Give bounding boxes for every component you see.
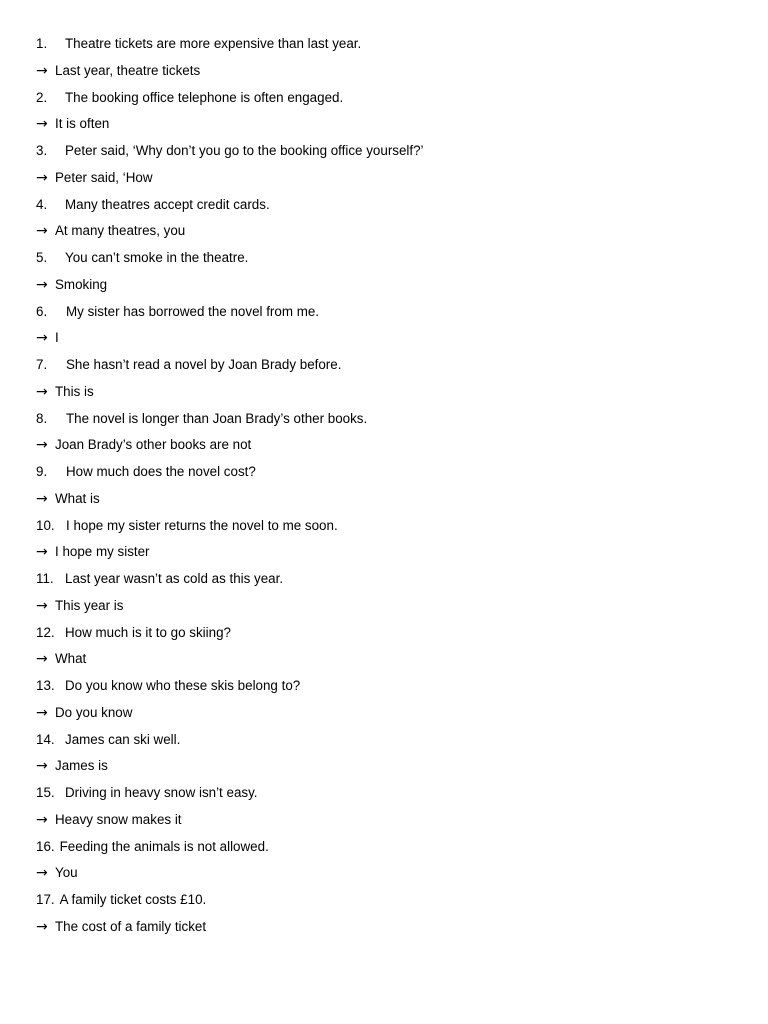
question-line — [36, 513, 736, 540]
question-sentence: Do you know who these skis belong to? — [65, 678, 301, 693]
question-number: 5. — [36, 250, 48, 265]
question-sentence: She hasn’t read a novel by Joan Brady before. — [66, 357, 342, 372]
question-line — [36, 887, 736, 914]
question-number: 7. — [36, 357, 48, 372]
answer-prompt: What — [55, 651, 87, 667]
arrow-right-icon: → — [36, 276, 48, 293]
question-number: 10. — [36, 517, 55, 533]
answer-prompt: Smoking — [55, 276, 108, 292]
question-number: 8. — [36, 410, 48, 426]
arrow-right-icon: → — [36, 223, 48, 240]
answer-prompt: Peter said, ‘How — [55, 169, 153, 185]
question-number: 14. — [36, 731, 55, 747]
answer-line — [36, 165, 736, 192]
answer-line — [36, 539, 736, 566]
question-line — [36, 673, 736, 700]
question-number: 2. — [36, 89, 48, 105]
answer-prompt: Heavy snow makes it — [55, 811, 182, 827]
question-sentence: I hope my sister returns the novel to me soon. — [66, 517, 338, 533]
question-line — [36, 566, 736, 593]
arrow-right-icon: → — [36, 437, 48, 454]
answer-prompt: This year is — [55, 597, 124, 613]
question-sentence: Feeding the animals is not allowed. — [59, 838, 269, 854]
arrow-right-icon: → — [36, 597, 48, 614]
question-number: 1. — [36, 36, 48, 51]
answer-prompt: The cost of a family ticket — [55, 918, 207, 934]
arrow-right-icon: → — [36, 116, 48, 133]
question-line — [36, 352, 736, 379]
answer-prompt: This is — [55, 383, 94, 399]
question-number: 4. — [36, 196, 48, 212]
arrow-right-icon: → — [36, 330, 48, 347]
answer-prompt: I — [55, 330, 59, 346]
arrow-right-icon: → — [36, 811, 48, 828]
arrow-right-icon: → — [36, 704, 48, 721]
question-sentence: My sister has borrowed the novel from me. — [66, 303, 320, 319]
answer-line — [36, 272, 736, 299]
question-number: 3. — [36, 143, 48, 158]
question-line — [36, 31, 736, 58]
question-line — [36, 727, 736, 754]
answer-prompt: It is often — [55, 116, 110, 132]
question-sentence: A family ticket costs £10. — [59, 892, 207, 907]
answer-line — [36, 914, 736, 941]
arrow-right-icon: → — [36, 490, 48, 507]
answer-line — [36, 646, 736, 673]
answer-line — [36, 325, 736, 352]
question-line — [36, 138, 736, 165]
question-sentence: Peter said, ‘Why don’t you go to the booking office yourself?’ — [65, 143, 424, 158]
arrow-right-icon: → — [36, 651, 48, 668]
question-line — [36, 245, 736, 272]
answer-line — [36, 58, 736, 85]
question-sentence: How much is it to go skiing? — [65, 624, 231, 640]
question-number: 12. — [36, 624, 55, 640]
question-sentence: The booking office telephone is often engaged. — [65, 89, 344, 105]
answer-prompt: You — [55, 865, 78, 881]
arrow-right-icon: → — [36, 865, 48, 882]
answer-line — [36, 379, 736, 406]
answer-line — [36, 700, 736, 727]
question-line — [36, 620, 736, 647]
answer-line — [36, 432, 736, 459]
question-sentence: How much does the novel cost? — [66, 464, 256, 479]
arrow-right-icon: → — [36, 383, 48, 400]
arrow-right-icon: → — [36, 758, 48, 775]
question-number: 9. — [36, 464, 48, 479]
arrow-right-icon: → — [36, 544, 48, 561]
question-sentence: You can’t smoke in the theatre. — [65, 250, 249, 265]
question-sentence: Last year wasn’t as cold as this year. — [65, 571, 284, 586]
question-number: 6. — [36, 303, 48, 319]
answer-line — [36, 486, 736, 513]
question-number: 11. — [36, 571, 54, 586]
question-number: 17. — [36, 892, 55, 907]
answer-prompt: Do you know — [55, 704, 133, 720]
question-line — [36, 406, 736, 433]
question-number: 15. — [36, 785, 55, 800]
answer-prompt: Last year, theatre tickets — [55, 62, 201, 78]
question-line — [36, 459, 736, 486]
answer-prompt: James is — [55, 758, 108, 774]
question-line — [36, 299, 736, 326]
question-sentence: Driving in heavy snow isn’t easy. — [65, 785, 258, 800]
question-line — [36, 192, 736, 219]
exercise-list — [36, 31, 736, 941]
question-sentence: Theatre tickets are more expensive than last year. — [65, 36, 362, 51]
answer-line — [36, 753, 736, 780]
arrow-right-icon: → — [36, 62, 48, 79]
answer-line — [36, 593, 736, 620]
answer-line — [36, 111, 736, 138]
question-sentence: The novel is longer than Joan Brady’s other books. — [66, 410, 368, 426]
answer-prompt: I hope my sister — [55, 544, 150, 560]
answer-line — [36, 860, 736, 887]
question-number: 13. — [36, 678, 55, 693]
question-line — [36, 85, 736, 112]
question-line — [36, 834, 736, 861]
question-sentence: James can ski well. — [65, 731, 181, 747]
answer-prompt: At many theatres, you — [55, 223, 186, 239]
question-line — [36, 780, 736, 807]
arrow-right-icon: → — [36, 918, 48, 935]
arrow-right-icon: → — [36, 169, 48, 186]
question-sentence: Many theatres accept credit cards. — [65, 196, 270, 212]
answer-line — [36, 218, 736, 245]
question-number: 16. — [36, 838, 55, 854]
answer-prompt: Joan Brady’s other books are not — [55, 437, 252, 453]
answer-prompt: What is — [55, 490, 100, 506]
answer-line — [36, 807, 736, 834]
